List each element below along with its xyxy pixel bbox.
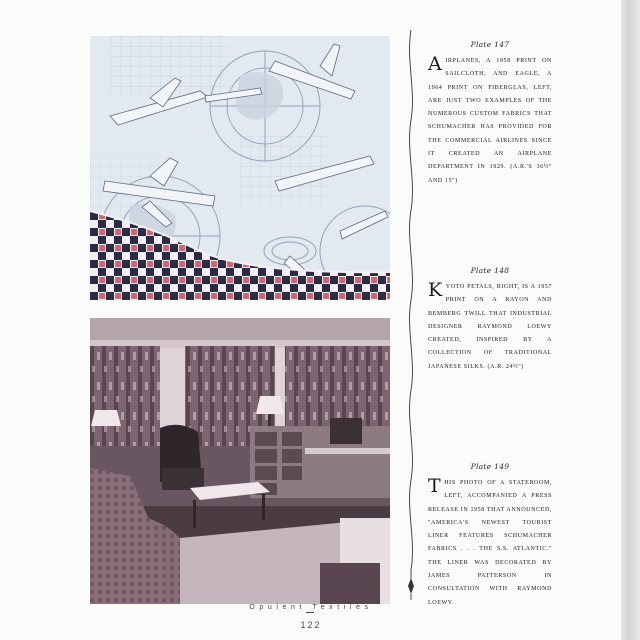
airplanes-fabric-image (90, 36, 390, 300)
caption-body-text: YOTO PETALS, RIGHT, IS A 1957 PRINT ON A RAYON AND BEMBERG TWILL THAT INDUSTRIAL DESIGNER RAYMOND LOEWY CREATED, INSPIRED BY A COLLECTION OF TRADITIONAL JAPANESE SILKS. (A.R. 24½") (428, 284, 552, 370)
plate-label: Plate 149 (470, 462, 510, 471)
drop-cap: T (428, 475, 442, 497)
caption-plate-148 (428, 266, 552, 374)
wavy-divider (404, 30, 418, 600)
caption-text (428, 55, 552, 188)
caption-plate-147 (428, 40, 552, 188)
running-title: Opulent Textiles (249, 604, 373, 611)
drop-cap: K (428, 279, 443, 301)
airplanes-fabric-illustration (90, 36, 390, 300)
footer-ornament (306, 612, 314, 613)
caption-text (428, 477, 552, 610)
stateroom-photo (90, 318, 390, 604)
caption-body-text: HIS PHOTO OF A STATEROOM, LEFT, ACCOMPANIED A PRESS RELEASE IN 1958 THAT ANNOUNCED, "AMERICA'S NEWEST TOURIST LINER FEATURES SCHUMACHER FABRICS . . . THE S.S. ATLANTIC." THE LINER WAS DECORATED BY JAMES PATTERSON IN CONSULTATION WITH RAYMOND LOEWY. (428, 480, 552, 606)
plate-label: Plate 148 (470, 266, 510, 275)
caption-plate-149 (428, 462, 552, 610)
caption-body-text: IRPLANES, A 1958 PRINT ON SAILCLOTH, AND EAGLE, A 1964 PRINT ON FIBERGLAS, LEFT, ARE JUST TWO EXAMPLES OF THE NUMEROUS CUSTOM FABRICS THAT SCHUMACHER HAS PROVIDED FOR THE COMMERCIAL AIRLINES SINCE IT CREATED AN AIRPLANE DEPARTMENT IN 1929. (A.R.'S 36½" AND 15") (428, 58, 552, 184)
plate-label: Plate 147 (470, 40, 510, 49)
page-number: 122 (300, 620, 322, 630)
book-page-edge (621, 0, 640, 640)
drop-cap: A (428, 53, 443, 75)
stateroom-photo-illustration (90, 318, 390, 604)
caption-text (428, 281, 552, 374)
